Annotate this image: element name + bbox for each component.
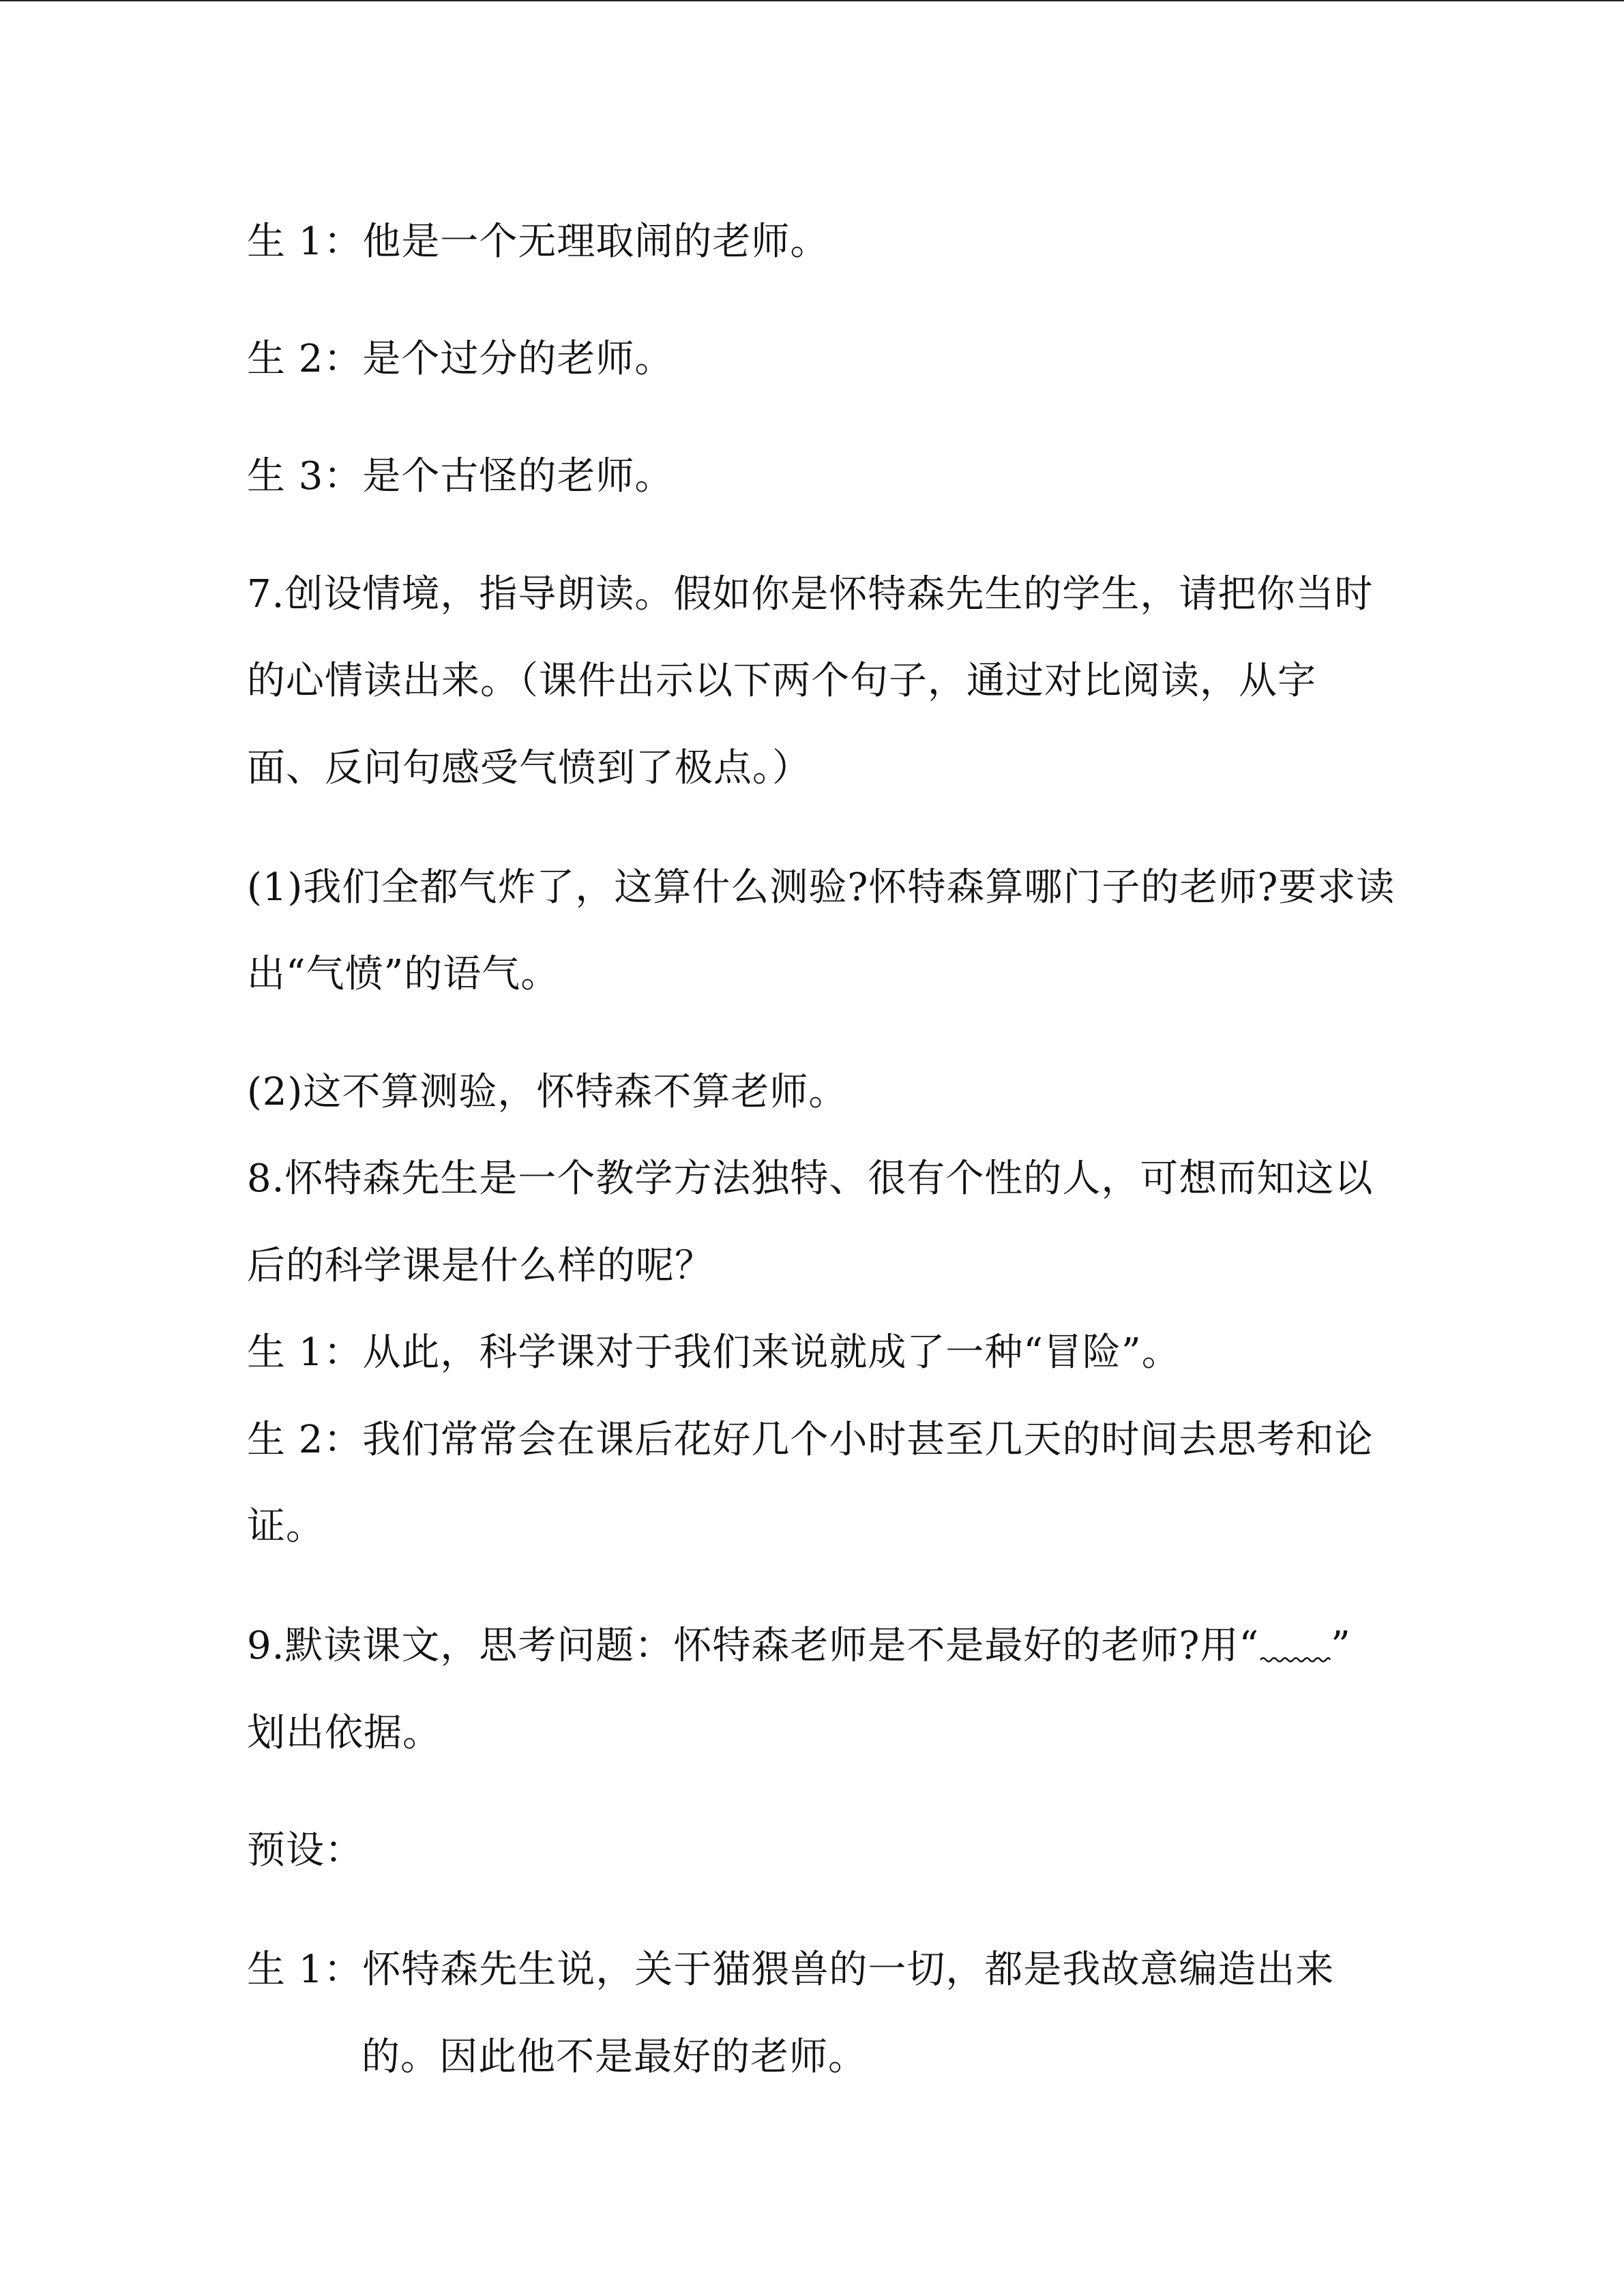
question-9-suffix: ” xyxy=(1331,1624,1351,1668)
text-line-4: 7.创设情境，指导朗读。假如你是怀特森先生的学生，请把你当时 xyxy=(247,572,1374,616)
text-line-3: 生 3：是个古怪的老师。 xyxy=(247,454,674,498)
text-line-14: 证。 xyxy=(247,1504,325,1549)
text-line-2: 生 2：是个过分的老师。 xyxy=(247,337,674,381)
text-line-1: 生 1：他是一个无理取闹的老师。 xyxy=(247,220,829,264)
question-9-prefix: 9.默读课文，思考问题：怀特森老师是不是最好的老师?用“ xyxy=(247,1624,1260,1668)
text-line-6: 面、反问句感受气愤到了极点。） xyxy=(247,746,811,790)
student-1-answer-continued: 的。因此他不是最好的老师。 xyxy=(361,2035,867,2079)
question-9-line xyxy=(247,1622,1351,1670)
wavy-underline-mark xyxy=(1259,1629,1331,1670)
text-line-10: 8.怀特森先生是一个教学方法独特、很有个性的人，可想而知这以 xyxy=(247,1157,1374,1201)
text-line-8: 出“气愤”的语气。 xyxy=(247,952,560,996)
text-line-12: 生 1：从此，科学课对于我们来说就成了一种“冒险”。 xyxy=(247,1330,1181,1375)
preset-label: 预设： xyxy=(247,1828,364,1873)
text-line-9: (2)这不算测验，怀特森不算老师。 xyxy=(247,1070,848,1114)
text-line-5: 的心情读出来。（课件出示以下两个句子，通过对比阅读，从字 xyxy=(247,659,1316,703)
text-line-7: (1)我们全都气炸了，这算什么测验?怀特森算哪门子的老师?要求读 xyxy=(247,865,1396,910)
student-1-answer: 生 1：怀特森先生说，关于猫猥兽的一切，都是我故意编造出来 xyxy=(247,1948,1335,1992)
text-line-13: 生 2：我们常常会在课后花好几个小时甚至几天的时间去思考和论 xyxy=(247,1418,1374,1462)
text-line-11: 后的科学课是什么样的呢？ xyxy=(247,1244,713,1288)
question-9-line-2: 划出依据。 xyxy=(247,1711,441,1755)
